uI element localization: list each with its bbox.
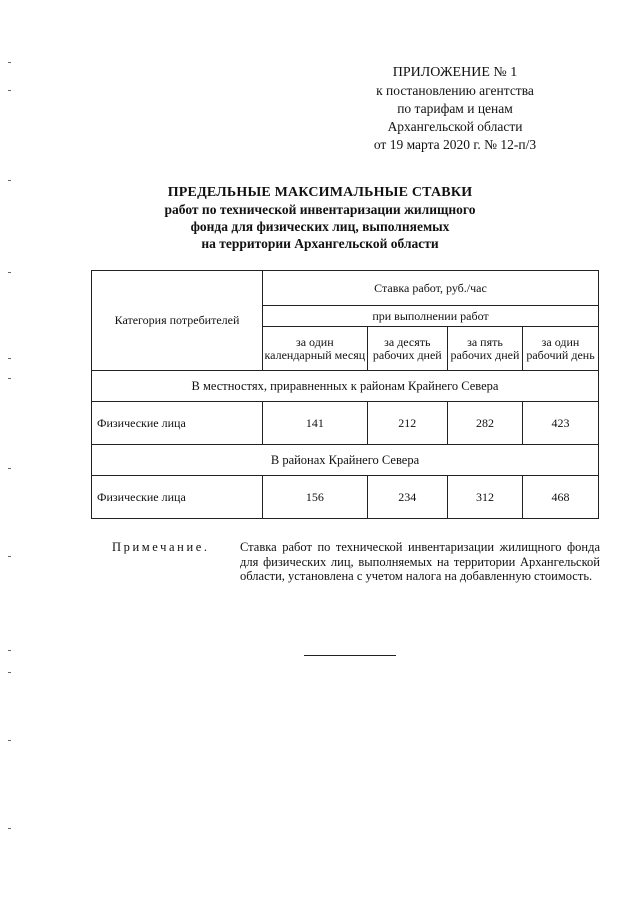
appendix-line: по тарифам и ценам [397,101,513,116]
appendix-block [340,64,570,154]
title-line: на территории Архангельской области [201,236,439,251]
column-header: за пять рабочих дней [447,327,522,371]
document-title [110,184,530,252]
scan-mark [8,556,11,557]
note-label: Примечание. [112,540,210,554]
rates-table [91,270,599,519]
rate-value: 282 [447,402,522,445]
rate-value: 468 [523,476,599,519]
column-header: за один рабочий день [523,327,599,371]
rate-value: 234 [367,476,447,519]
section-title: В местностях, приравненных к районам Крайнего Севера [92,371,599,402]
scan-mark [8,650,11,651]
note-text: Ставка работ по технической инвентаризации жилищного фонда для физических лиц, выполняемых на территории Архангельской области, установлена с учетом налога на добавленную стоимость. [240,540,600,583]
column-header: за один календарный месяц [263,327,368,371]
section-title: В районах Крайнего Севера [92,445,599,476]
scan-mark [8,672,11,673]
rate-header: Ставка работ, руб./час [263,271,599,306]
appendix-line: от 19 марта 2020 г. № 12-п/3 [373,137,537,152]
appendix-line: Архангельской области [387,119,523,134]
scan-mark [8,468,11,469]
closing-rule [304,655,396,656]
row-label: Физические лица [92,476,263,519]
title-main: ПРЕДЕЛЬНЫЕ МАКСИМАЛЬНЫЕ СТАВКИ [167,185,473,200]
rate-value: 212 [367,402,447,445]
scan-mark [8,180,11,181]
appendix-line: к постановлению агентства [376,83,534,98]
rate-value: 141 [263,402,368,445]
category-header: Категория потребителей [92,271,263,371]
rate-value: 312 [447,476,522,519]
scan-mark [8,740,11,741]
column-header: за десять рабочих дней [367,327,447,371]
row-label: Физические лица [92,402,263,445]
scan-mark [8,90,11,91]
when-header: при выполнении работ [263,306,599,327]
scan-mark [8,62,11,63]
scan-mark [8,828,11,829]
title-line: фонда для физических лиц, выполняемых [190,219,450,234]
appendix-heading: ПРИЛОЖЕНИЕ № 1 [392,65,518,80]
scan-mark [8,358,11,359]
rate-value: 156 [263,476,368,519]
title-line: работ по технической инвентаризации жилищного [164,202,476,217]
scan-mark [8,378,11,379]
scan-mark [8,272,11,273]
rate-value: 423 [523,402,599,445]
